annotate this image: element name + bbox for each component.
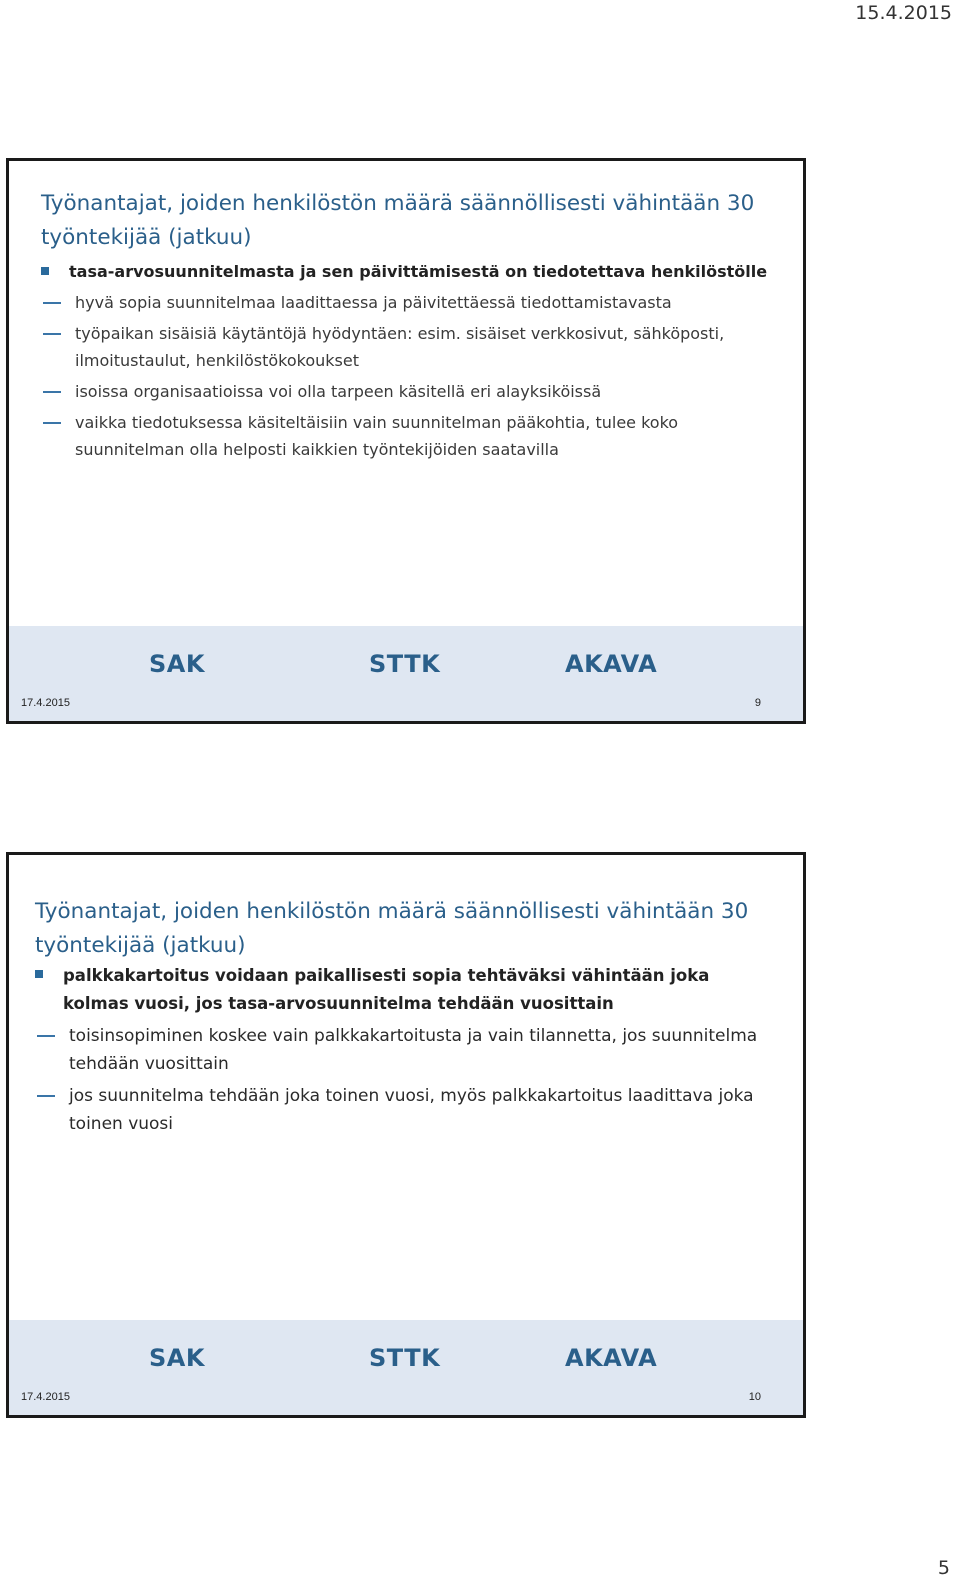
org-sttk-logo: STTK <box>369 1344 441 1372</box>
sub-item <box>35 1022 769 1078</box>
dash-bullet-icon <box>41 289 75 304</box>
bullet-item <box>41 259 769 285</box>
slide-number: 9 <box>754 697 761 709</box>
sub-list <box>41 289 769 463</box>
sub-item-text: vaikka tiedotuksessa käsiteltäisiin vain suunnitelman pääkohtia, tulee koko suunnitelman olla helposti kaikkien työntekijöiden saatavilla <box>75 413 679 459</box>
sub-item <box>35 1082 769 1138</box>
dash-bullet-icon <box>41 378 75 393</box>
dash-bullet-icon <box>35 1022 69 1037</box>
sub-item <box>41 320 769 374</box>
slide-title: Työnantajat, joiden henkilöstön määrä säännöllisesti vähintään 30 työntekijää (jatkuu) <box>41 191 755 250</box>
dash-bullet-icon <box>41 320 75 335</box>
dash-bullet-icon <box>35 1082 69 1097</box>
sub-item <box>41 289 769 316</box>
sub-item-text: jos suunnitelma tehdään joka toinen vuosi, myös palkkakartoitus laadittava joka toinen vuosi <box>69 1086 754 1134</box>
bullet-item <box>35 962 769 1018</box>
slide-title: Työnantajat, joiden henkilöstön määrä säännöllisesti vähintään 30 työntekijää (jatkuu) <box>35 899 749 958</box>
sub-list <box>35 1022 769 1138</box>
sub-item-text: toisinsopiminen koskee vain palkkakartoitusta ja vain tilannetta, jos suunnitelma tehdään vuosittain <box>69 1026 758 1074</box>
sub-item <box>41 378 769 405</box>
page-number: 5 <box>937 1557 950 1579</box>
slide-footer <box>9 626 803 721</box>
org-akava-logo: AKAVA <box>565 650 658 678</box>
org-sttk-logo: STTK <box>369 650 441 678</box>
sub-item-text: työpaikan sisäisiä käytäntöjä hyödyntäen: esim. sisäiset verkkosivut, sähköposti, ilmoitustaulut, henkilöstökokoukset <box>75 324 725 370</box>
slide-number: 10 <box>748 1391 761 1403</box>
sub-item <box>41 409 769 463</box>
slide-9 <box>6 158 806 724</box>
sub-item-text: isoissa organisaatioissa voi olla tarpeen käsitellä eri alayksiköissä <box>75 382 602 401</box>
slide-date: 17.4.2015 <box>21 1391 70 1403</box>
org-akava-logo: AKAVA <box>565 1344 658 1372</box>
square-bullet-icon <box>41 259 69 275</box>
slide-10 <box>6 852 806 1418</box>
square-bullet-icon <box>35 962 63 978</box>
page-date: 15.4.2015 <box>855 2 952 24</box>
slide-date: 17.4.2015 <box>21 697 70 709</box>
dash-bullet-icon <box>41 409 75 424</box>
bullet-text: tasa-arvosuunnitelmasta ja sen päivittämisestä on tiedotettava henkilöstölle <box>69 262 768 281</box>
sub-item-text: hyvä sopia suunnitelmaa laadittaessa ja päivitettäessä tiedottamistavasta <box>75 293 672 312</box>
org-sak-logo: SAK <box>149 1344 205 1372</box>
bullet-text: palkkakartoitus voidaan paikallisesti sopia tehtäväksi vähintään joka kolmas vuosi, jos tasa-arvosuunnitelma tehdään vuosittain <box>63 966 710 1013</box>
slide-content <box>41 259 769 467</box>
org-sak-logo: SAK <box>149 650 205 678</box>
slide-footer <box>9 1320 803 1415</box>
slide-content <box>35 962 769 1142</box>
